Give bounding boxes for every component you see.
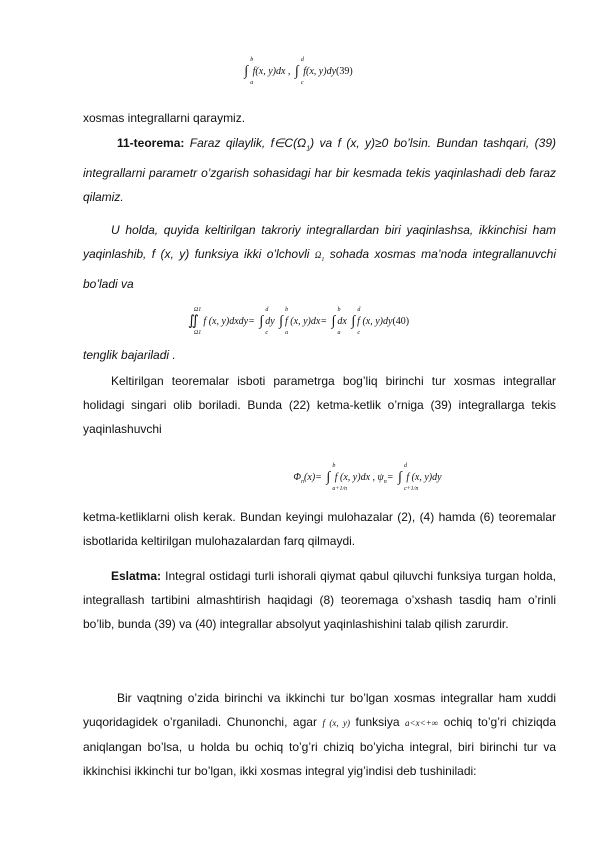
formula-40: ∬ Ω1 Ω1 f (x, y)dxdy= ∫ d c dy ∫ b a f (x, y)dx= ∫ b a dx ∫ d c f (x, y)dy(40) <box>187 307 410 336</box>
integral-sign: ∫ b a <box>244 57 254 86</box>
integral-sign: ∫ d c <box>351 307 361 336</box>
integrand: f(x, y)dx , <box>252 66 291 77</box>
integral-sign: ∫ b a+1/n <box>326 463 348 492</box>
theorem-11: 11-teorema: Faraz qilaylik, $f\in C(\Omega_1)$ va f (x, y)≥0 bo’lsin. Bundan tashqari, (39) integrallarni parametr o’zgarish sohasidagi har bir kesmada tekis yaqinlashadi deb faraz qilamiz. <box>83 136 556 205</box>
integrand: f(x, y)dy <box>303 66 337 77</box>
integral-sign: ∫ b a <box>279 307 289 336</box>
integral-sign: ∫ b a <box>331 307 341 336</box>
formula-phi-psi: $\Phi_n(x)=$ ∫ b a+1/n f (x, y)dx , $\psi_n=$ ∫ d c+1/n f (x, y)dy <box>293 463 442 492</box>
equation-number: (40) <box>392 316 410 327</box>
formula-39 <box>0 57 595 86</box>
paragraph: ketma-ketliklarni olish kerak. Bundan keyingi mulohazalar (2), (4) hamda (6) teoremalar isbotlarida keltirilgan mulohazalardan farq qilmaydi. <box>83 510 556 548</box>
note-label: Eslatma: <box>111 569 162 583</box>
double-integral-sign: ∬ Ω1 Ω1 <box>187 307 202 336</box>
integral-sign: ∫ d c+1/n <box>397 463 419 492</box>
paragraph: U holda, quyida keltirilgan takroriy integrallardan biri yaqinlashsa, ikkinchisi ham yaqinlashib, f (x, y) funksiya ikki o’lchovli $\Omega_1$ sohada xosmas ma’noda integrallanuvchi bo’ladi va <box>83 223 556 291</box>
integral-sign: ∫ d c <box>259 307 269 336</box>
paragraph: tenglik bajariladi . <box>83 348 176 362</box>
theorem-label: 11-teorema: <box>117 136 185 150</box>
integral-sign: ∫ d c <box>294 57 304 86</box>
paragraph: Bir vaqtning o’zida birinchi va ikkinchi tur bo’lgan xosmas integrallar ham xuddi yuqoridagidek o’rganiladi. Chunonchi, agar f (x, y) funksiya a<x<+∞ ochiq to’g’ri chiziqda aniqlangan bo’lsa, u holda bu ochiq to’g’ri chiziq bo’yicha integral, biri birinchi tur va ikkinchisi ikkinchi tur bo’lgan, ikki xosmas integral yig’indisi deb tushiniladi: <box>83 691 557 778</box>
paragraph: Keltirilgan teoremalar isboti parametrga bog’liq birinchi tur xosmas integrallar holidagi singari olib boriladi. Bunda (22) ketma-ketlik o’rniga (39) integrallarga tekis yaqinlashuvchi <box>83 374 556 436</box>
equation-number: (39) <box>336 66 353 77</box>
note: Eslatma: Integral ostidagi turli ishorali qiymat qabul qiluvchi funksiya turgan holda, integrallash tartibini almashtirish haqidagi (8) teoremaga o’xshash tasdiq ham o’rinli bo’lib, bunda (39) va (40) integrallar absolyut yaqinlashishini talab qilish zarurdir. <box>83 569 556 631</box>
paragraph: xosmas integrallarni qaraymiz. <box>83 111 246 125</box>
